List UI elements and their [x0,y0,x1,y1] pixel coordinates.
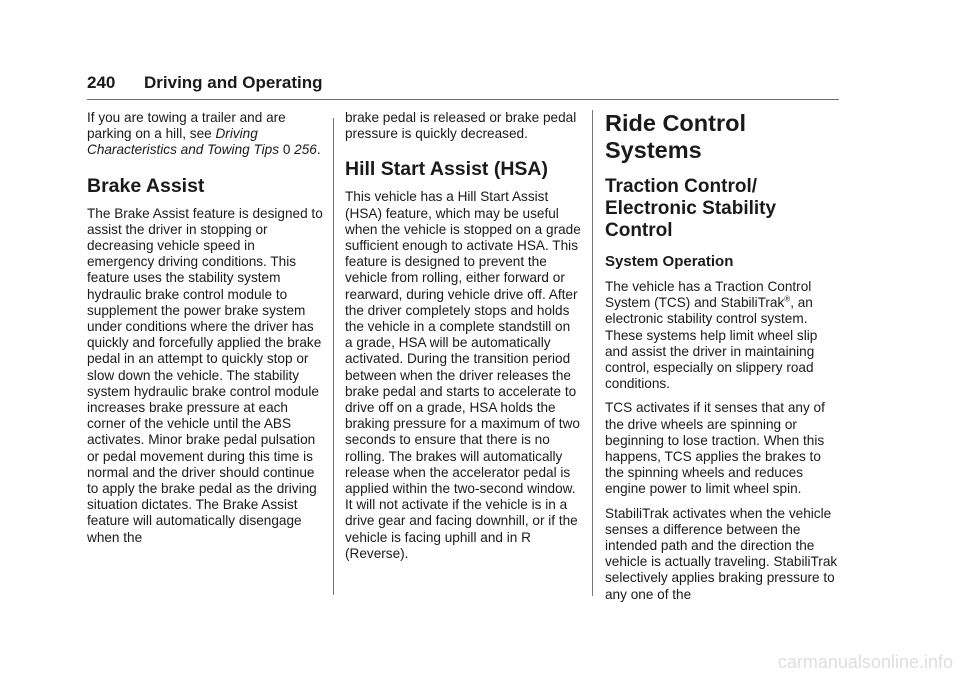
column-left [87,110,323,546]
page-header [87,70,839,98]
header-rule [87,99,839,100]
section-title: Driving and Operating [144,73,323,92]
column-right [605,110,841,603]
traction-heading-line2: Electronic Stability [605,198,777,219]
brake-assist-continuation: brake pedal is released or brake pedal pressure is quickly decreased. [345,110,577,142]
registered-mark: ® [784,294,791,304]
column-divider-1 [333,118,334,595]
traction-control-heading [605,176,841,242]
ride-control-heading: Ride Control Systems [605,110,746,163]
traction-heading-line1: Traction Control/ [605,176,757,197]
page-reference[interactable]: 256 [290,142,317,158]
tcs-intro-text: The vehicle has a Traction Control System (TCS) and StabiliTrak [605,279,812,311]
system-operation-heading: System Operation [605,253,734,270]
page-reference-arrow-icon: 0 [282,142,291,158]
tcs-intro-rest: , an electronic stability control system. These systems help limit wheel slip and assist the driver in maintaining control, especially on slippery road conditions. [605,295,818,392]
towing-intro [87,110,323,159]
towing-intro-text: If you are towing a trailer and are parking on a hill, see [87,110,286,142]
page-number: 240 [87,73,116,92]
column-middle [345,110,581,562]
hsa-heading: Hill Start Assist (HSA) [345,158,548,181]
traction-heading-line3: Control [605,220,673,241]
tcs-intro-paragraph [605,279,841,392]
brake-assist-body: The Brake Assist feature is designed to assist the driver in stopping or decreasing vehicle speed in emergency driving conditions. This feature uses the stability system hydraulic brake control module to supplement the power brake system under conditions where the driver has quickly and forcefully applied the brake pedal in an attempt to quickly stop or slow down the vehicle. The stability system hydraulic brake control module increases brake pressure at each corner of the vehicle until the ABS activates. Minor brake pedal pulsation or pedal movement during this time is normal and the driver should continue to apply the brake pedal as the driving situation dictates. The Brake Assist feature will automatically disengage when the [87,205,323,545]
watermark-text: carmanualsonline.info [777,652,953,672]
brake-assist-heading: Brake Assist [87,174,205,197]
tcs-activation-paragraph: TCS activates if it senses that any of the drive wheels are spinning or beginning to lose traction. When this happens, TCS applies the brakes to the spinning wheels and reduces engine power to limit wheel spin. [605,400,825,497]
towing-tips-link[interactable]: Driving Characteristics and Towing Tips [87,126,280,158]
column-divider-2 [592,110,593,596]
intro-period: . [316,142,321,158]
stabilitrak-paragraph: StabiliTrak activates when the vehicle senses a difference between the intended path and the direction the vehicle is actually traveling. StabiliTrak selectively applies braking pressure to any one of the [605,505,838,602]
hsa-body: This vehicle has a Hill Start Assist (HSA) feature, which may be useful when the vehicle is stopped on a grade sufficient enough to activate HSA. This feature is designed to prevent the vehicle from rolling, either forward or rearward, during vehicle drive off. After the driver completely stops and holds the vehicle in a complete standstill on a grade, HSA will be automatically activated. During the transition period between when the driver releases the brake pedal and starts to accelerate to drive off on a grade, HSA holds the braking pressure for a maximum of two seconds to ensure that there is no rolling. The brakes will automatically release when the accelerator pedal is applied within the two-second window. It will not activate if the vehicle is in a drive gear and facing downhill, or if the vehicle is facing uphill and in R (Reverse). [345,189,581,561]
